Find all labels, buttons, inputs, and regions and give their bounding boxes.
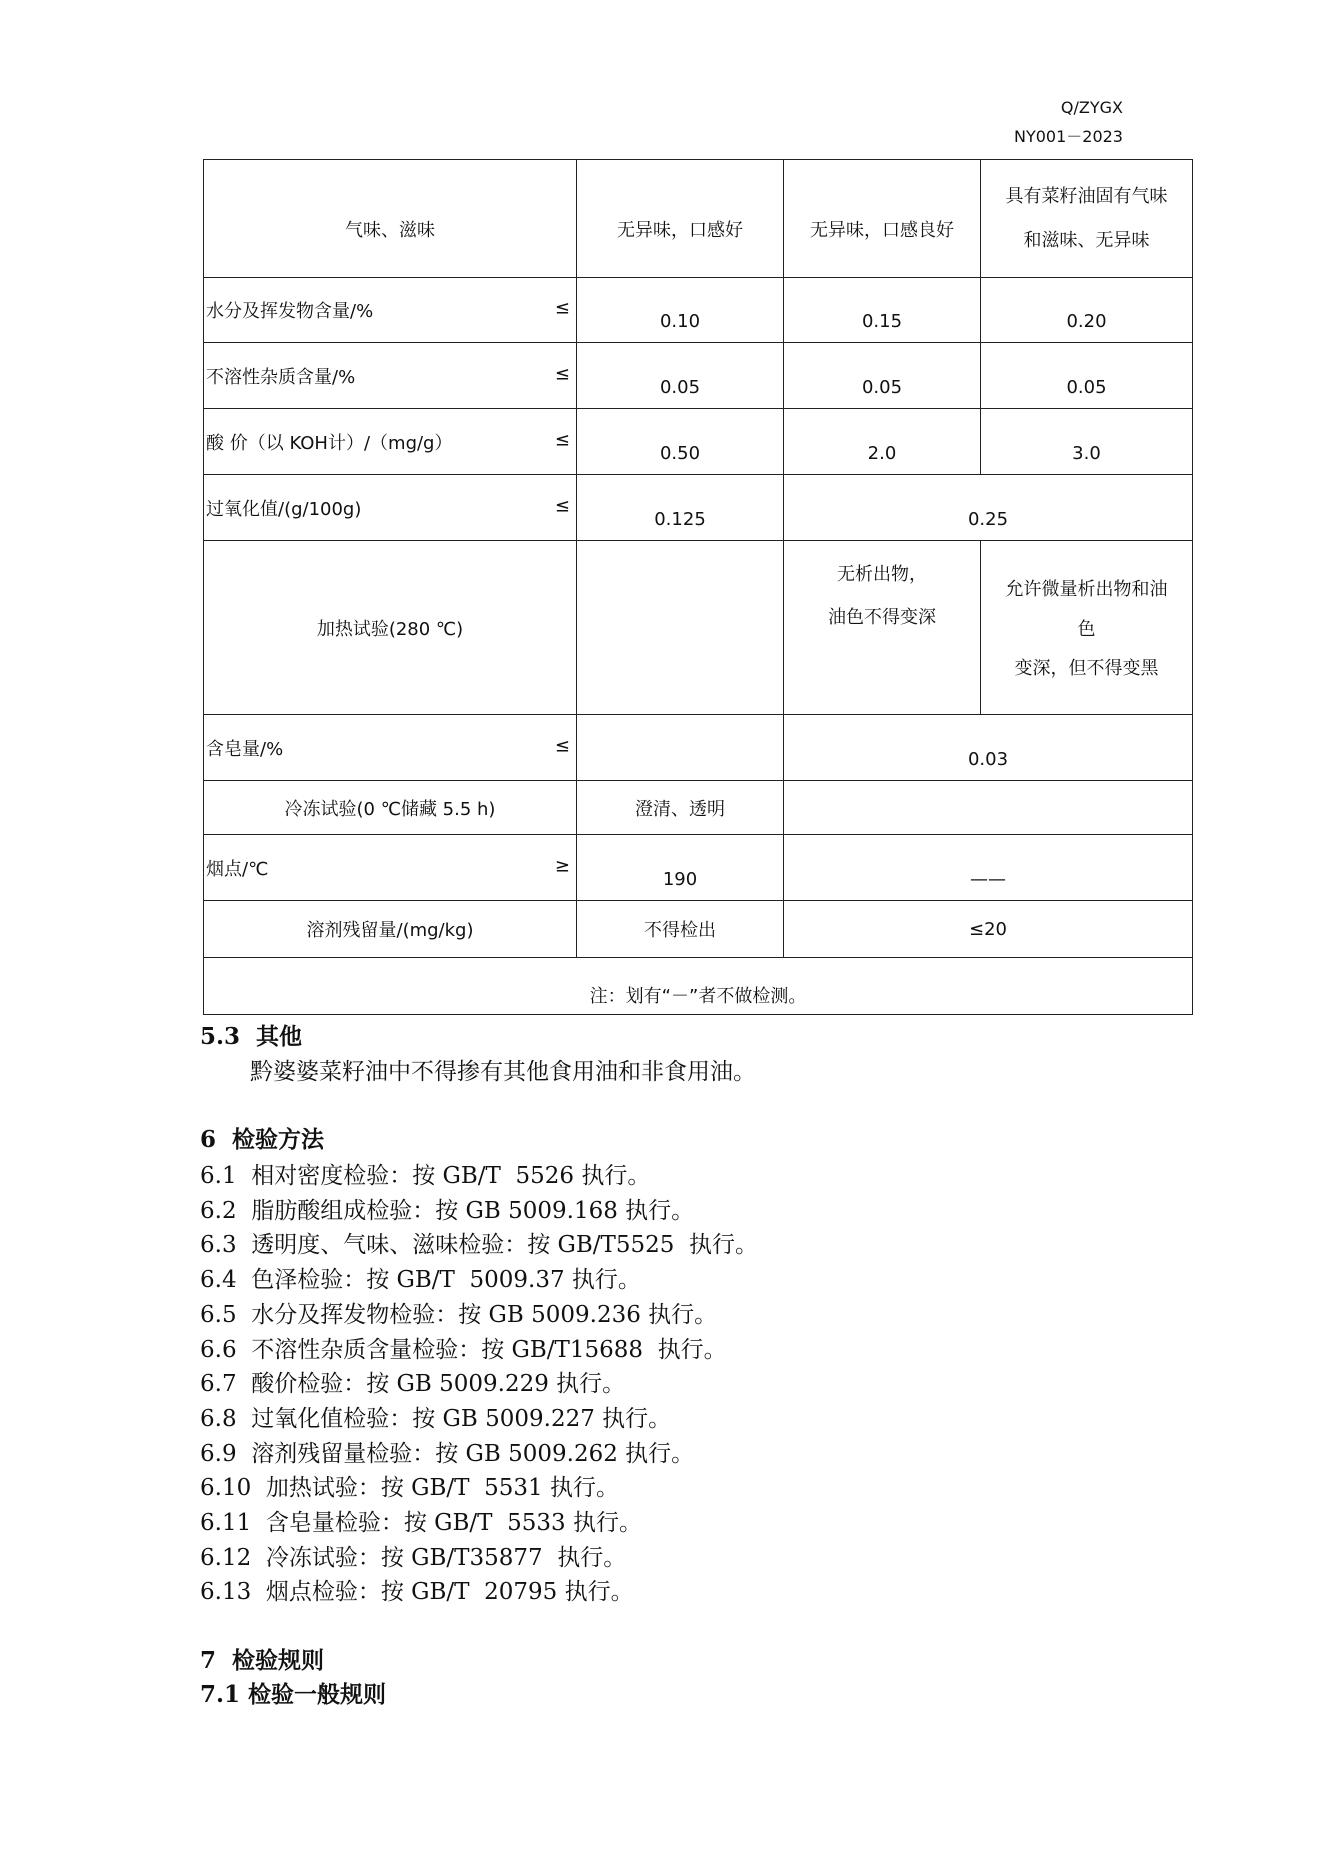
table-row: [204, 409, 1193, 475]
cell: [784, 781, 1193, 835]
method-item: 6.10 加热试验：按 GB/T 5531 执行。: [200, 1475, 619, 1502]
method-item: 6.1 相对密度检验：按 GB/T 5526 执行。: [200, 1163, 651, 1189]
cell-line: 色: [1077, 618, 1096, 640]
row-label: [204, 278, 577, 343]
table-row: [204, 901, 1193, 958]
cell-line: 无析出物，: [837, 564, 927, 585]
row-label: [204, 409, 577, 475]
comparison-symbol: ≤: [554, 428, 570, 450]
cell: 0.50: [577, 409, 784, 475]
table-row: [204, 781, 1193, 835]
comparison-symbol: ≤: [554, 734, 570, 756]
section-heading: 7 检验规则: [200, 1647, 325, 1674]
cell: 澄清、透明: [577, 781, 784, 835]
section-heading: 6 检验方法: [200, 1126, 325, 1153]
cell: 0.10: [577, 278, 784, 343]
cell: [784, 541, 981, 715]
comparison-symbol: ≤: [554, 362, 570, 384]
label-text: 酸 价（以 KOH计）/（mg/g）: [206, 432, 453, 454]
table-row: [204, 715, 1193, 781]
method-item: 6.8 过氧化值检验：按 GB 5009.227 执行。: [200, 1405, 672, 1432]
cell: 0.25: [784, 475, 1193, 541]
label-text: 含皂量/%: [206, 738, 284, 760]
row-label: [204, 715, 577, 781]
table-note-row: [204, 958, 1193, 1015]
method-item: 6.5 水分及挥发物检验：按 GB 5009.236 执行。: [200, 1301, 718, 1328]
table-row: [204, 541, 1193, 715]
row-label: [204, 835, 577, 901]
cell: ≤20: [784, 901, 1193, 958]
section-heading: 5.3 其他: [200, 1023, 303, 1050]
spec-table: [203, 159, 1193, 1015]
cell: 190: [577, 835, 784, 901]
comparison-symbol: ≤: [554, 494, 570, 516]
method-item: 6.2 脂肪酸组成检验：按 GB 5009.168 执行。: [200, 1197, 695, 1224]
cell-line: 油色不得变深: [828, 607, 936, 629]
cell: [981, 541, 1193, 715]
label-text: 烟点/℃: [206, 858, 269, 880]
label-text: 过氧化值/(g/100g): [206, 498, 362, 520]
cell: 0.20: [981, 278, 1193, 343]
doc-number: NY001－2023: [1013, 127, 1123, 146]
method-item: 6.3 透明度、气味、滋味检验：按 GB/T5525 执行。: [200, 1232, 759, 1259]
cell-line: 和滋味、无异味: [1023, 229, 1150, 251]
cell: 3.0: [981, 409, 1193, 475]
label-text: 不溶性杂质含量/%: [206, 366, 356, 388]
method-item: 6.13 烟点检验：按 GB/T 20795 执行。: [200, 1579, 634, 1606]
method-item: 6.6 不溶性杂质含量检验：按 GB/T15688 执行。: [200, 1336, 727, 1363]
cell: [577, 715, 784, 781]
table-row: [204, 278, 1193, 343]
method-item: 6.9 溶剂残留量检验：按 GB 5009.262 执行。: [200, 1440, 695, 1467]
comparison-symbol: ≤: [554, 297, 570, 319]
cell-line: 允许微量析出物和油: [1005, 579, 1168, 601]
doc-code: Q/ZYGX: [1060, 98, 1123, 117]
row-label: 加热试验(280 ℃): [204, 541, 577, 715]
row-label: [204, 475, 577, 541]
cell: 0.05: [577, 343, 784, 409]
table-note: 注：划有“－”者不做检测。: [204, 958, 1193, 1015]
cell: 0.05: [981, 343, 1193, 409]
row-label: 溶剂残留量/(mg/kg): [204, 901, 577, 958]
cell: [981, 160, 1193, 278]
table-row: [204, 160, 1193, 278]
cell: 2.0: [784, 409, 981, 475]
table-row: [204, 835, 1193, 901]
row-label: [204, 343, 577, 409]
row-label: 冷冻试验(0 ℃储藏 5.5 h): [204, 781, 577, 835]
section-heading: 7.1 检验一般规则: [200, 1681, 387, 1708]
label-text: 水分及挥发物含量/%: [206, 301, 374, 322]
cell: 无异味，口感好: [577, 160, 784, 278]
cell-line: 具有菜籽油固有气味: [1005, 186, 1168, 208]
method-item: 6.12 冷冻试验：按 GB/T35877 执行。: [200, 1544, 627, 1571]
cell: 0.03: [784, 715, 1193, 781]
cell: 0.05: [784, 343, 981, 409]
method-item: 6.11 含皂量检验：按 GB/T 5533 执行。: [200, 1510, 642, 1536]
cell: 0.125: [577, 475, 784, 541]
table-row: [204, 343, 1193, 409]
method-item: 6.4 色泽检验：按 GB/T 5009.37 执行。: [200, 1267, 641, 1294]
cell: 不得检出: [577, 901, 784, 958]
method-item: 6.7 酸价检验：按 GB 5009.229 执行。: [200, 1371, 626, 1398]
cell-line: 变深，但不得变黑: [1014, 658, 1159, 680]
comparison-symbol: ≥: [554, 854, 570, 876]
row-label: 气味、滋味: [204, 160, 577, 278]
cell: 0.15: [784, 278, 981, 343]
table-row: [204, 475, 1193, 541]
cell: [577, 541, 784, 715]
paragraph: 黔婆婆菜籽油中不得掺有其他食用油和非食用油。: [250, 1059, 756, 1085]
cell: 无异味，口感良好: [784, 160, 981, 278]
cell: ——: [784, 835, 1193, 901]
